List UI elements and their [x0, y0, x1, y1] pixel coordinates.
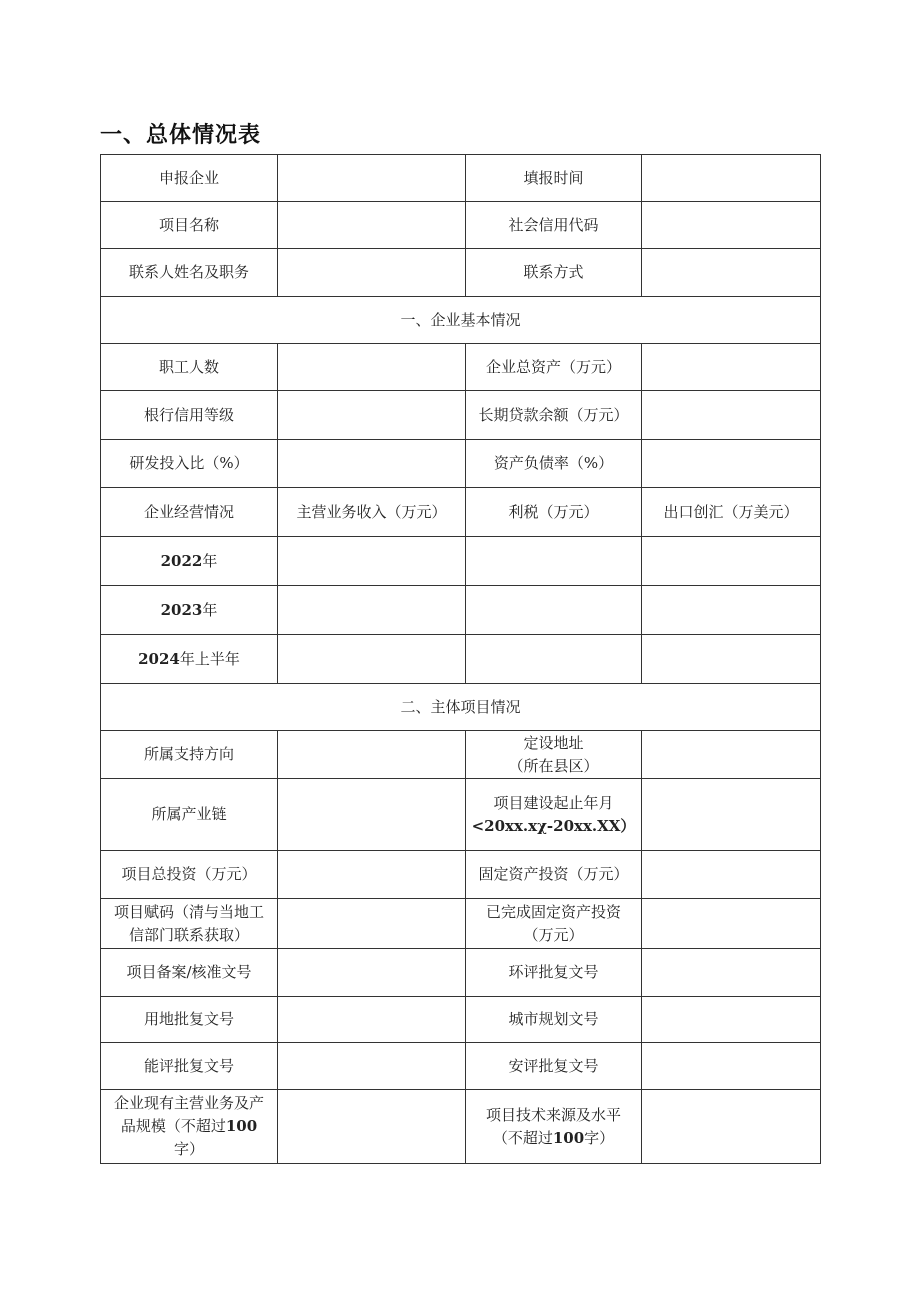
- field-eia-number[interactable]: [642, 949, 821, 997]
- label-credit-code: 社会信用代码: [466, 202, 642, 249]
- label-fill-date: 填报时间: [466, 155, 642, 202]
- label-completed-fixed-investment: 已完成固定资产投资 （万元）: [466, 899, 642, 949]
- label-total-assets: 企业总资产（万元）: [466, 344, 642, 391]
- field-2024-export[interactable]: [642, 635, 821, 684]
- field-credit-rating[interactable]: [278, 391, 466, 440]
- label-site-address: 定设地址 （所在县区）: [466, 731, 642, 779]
- label-contact-method: 联系方式: [466, 249, 642, 297]
- field-industry-chain[interactable]: [278, 779, 466, 851]
- label-fixed-asset-investment: 固定资产投资（万元）: [466, 851, 642, 899]
- label-safety-assessment: 安评批复文号: [466, 1043, 642, 1090]
- table-row: [101, 537, 821, 586]
- table-row: [101, 488, 821, 537]
- label-rd-ratio: 研发投入比（%）: [101, 440, 278, 488]
- field-project-code[interactable]: [278, 899, 466, 949]
- table-row: [101, 1090, 821, 1164]
- table-row: [101, 779, 821, 851]
- label-technology-source: 项目技术来源及水平 （不超过100字）: [466, 1090, 642, 1164]
- field-fixed-asset-investment[interactable]: [642, 851, 821, 899]
- header-profit-tax: 利税（万元）: [466, 488, 642, 537]
- field-2022-export[interactable]: [642, 537, 821, 586]
- field-employees[interactable]: [278, 344, 466, 391]
- label-employees: 职工人数: [101, 344, 278, 391]
- label-energy-assessment: 能评批复文号: [101, 1043, 278, 1090]
- table-row: [101, 851, 821, 899]
- field-total-investment[interactable]: [278, 851, 466, 899]
- table-row: [101, 997, 821, 1043]
- field-2022-profit-tax[interactable]: [466, 537, 642, 586]
- label-project-name: 项目名称: [101, 202, 278, 249]
- table-row: [101, 586, 821, 635]
- label-eia-number: 环评批复文号: [466, 949, 642, 997]
- page-title: 一、总体情况表: [100, 123, 262, 148]
- field-fill-date[interactable]: [642, 155, 821, 202]
- section-row: [101, 297, 821, 344]
- field-contact-person[interactable]: [278, 249, 466, 297]
- field-2023-revenue[interactable]: [278, 586, 466, 635]
- table-row: [101, 1043, 821, 1090]
- field-energy-assessment[interactable]: [278, 1043, 466, 1090]
- label-support-direction: 所属支持方向: [101, 731, 278, 779]
- field-long-term-loan[interactable]: [642, 391, 821, 440]
- section-row: [101, 684, 821, 731]
- label-long-term-loan: 长期贷款余额（万元）: [466, 391, 642, 440]
- table-row: [101, 949, 821, 997]
- section-heading-project: 二、主体项目情况: [101, 684, 821, 731]
- field-applicant[interactable]: [278, 155, 466, 202]
- table-row: [101, 635, 821, 684]
- label-industry-chain: 所属产业链: [101, 779, 278, 851]
- field-technology-source[interactable]: [642, 1090, 821, 1164]
- table-row: [101, 391, 821, 440]
- label-project-code: 项目赋码（清与当地工 信部门联系获取）: [101, 899, 278, 949]
- field-debt-ratio[interactable]: [642, 440, 821, 488]
- overview-table: [100, 154, 821, 1164]
- field-contact-method[interactable]: [642, 249, 821, 297]
- table-row: [101, 344, 821, 391]
- field-completed-fixed-investment[interactable]: [642, 899, 821, 949]
- field-2024-profit-tax[interactable]: [466, 635, 642, 684]
- field-credit-code[interactable]: [642, 202, 821, 249]
- field-project-name[interactable]: [278, 202, 466, 249]
- table-row: [101, 899, 821, 949]
- label-land-approval: 用地批复文号: [101, 997, 278, 1043]
- field-2022-revenue[interactable]: [278, 537, 466, 586]
- table-row: [101, 249, 821, 297]
- header-main-revenue: 主营业务收入（万元）: [278, 488, 466, 537]
- label-applicant: 申报企业: [101, 155, 278, 202]
- field-site-address[interactable]: [642, 731, 821, 779]
- table-row: [101, 731, 821, 779]
- field-filing-number[interactable]: [278, 949, 466, 997]
- table-row: [101, 155, 821, 202]
- label-contact-person: 联系人姓名及职务: [101, 249, 278, 297]
- field-urban-planning[interactable]: [642, 997, 821, 1043]
- label-total-investment: 项目总投资（万元）: [101, 851, 278, 899]
- label-filing-number: 项目备案/核准文号: [101, 949, 278, 997]
- label-year-2022: 2022年: [101, 537, 278, 586]
- field-2024-revenue[interactable]: [278, 635, 466, 684]
- label-debt-ratio: 资产负债率（%）: [466, 440, 642, 488]
- field-rd-ratio[interactable]: [278, 440, 466, 488]
- table-row: [101, 202, 821, 249]
- field-2023-profit-tax[interactable]: [466, 586, 642, 635]
- label-urban-planning: 城市规划文号: [466, 997, 642, 1043]
- header-export-earnings: 出口创汇（万美元）: [642, 488, 821, 537]
- label-main-business-scale: 企业现有主营业务及产 品规模（不超过100 字）: [101, 1090, 278, 1164]
- field-construction-period[interactable]: [642, 779, 821, 851]
- label-year-2023: 2023年: [101, 586, 278, 635]
- field-support-direction[interactable]: [278, 731, 466, 779]
- label-year-2024-h1: 2024年上半年: [101, 635, 278, 684]
- label-construction-period: 项目建设起止年月 <20xx.xχ-20xx.XX）: [466, 779, 642, 851]
- field-2023-export[interactable]: [642, 586, 821, 635]
- label-operations: 企业经营情况: [101, 488, 278, 537]
- section-heading-company: 一、企业基本情况: [101, 297, 821, 344]
- field-safety-assessment[interactable]: [642, 1043, 821, 1090]
- field-main-business-scale[interactable]: [278, 1090, 466, 1164]
- field-land-approval[interactable]: [278, 997, 466, 1043]
- label-credit-rating: 根行信用等级: [101, 391, 278, 440]
- field-total-assets[interactable]: [642, 344, 821, 391]
- table-row: [101, 440, 821, 488]
